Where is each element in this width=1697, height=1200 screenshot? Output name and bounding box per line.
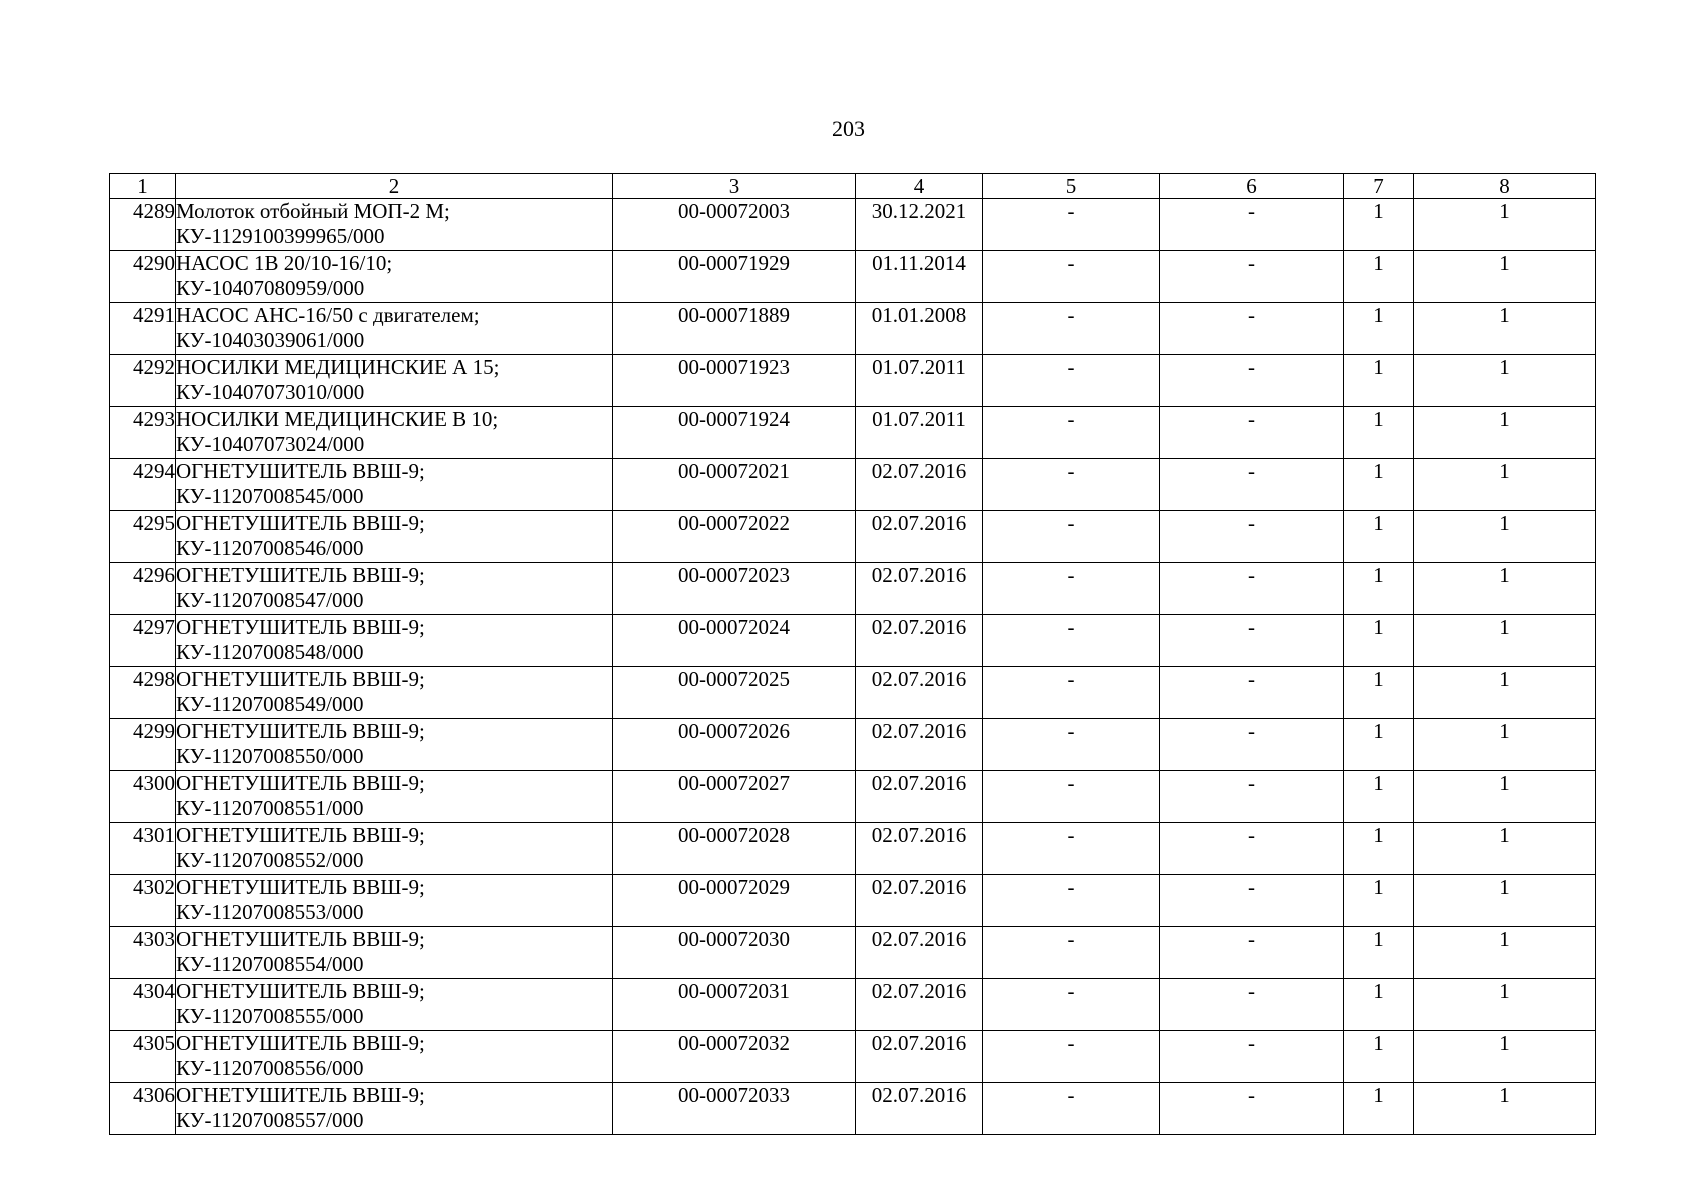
column-6-value: - — [1160, 1031, 1344, 1083]
inventory-number: 00-00072028 — [613, 823, 856, 875]
column-5-value: - — [983, 511, 1160, 563]
column-6-value: - — [1160, 199, 1344, 251]
column-6-value: - — [1160, 407, 1344, 459]
column-8-value: 1 — [1414, 771, 1596, 823]
column-5-value: - — [983, 667, 1160, 719]
column-5-value: - — [983, 1083, 1160, 1135]
item-cell — [176, 979, 613, 1031]
item-cell — [176, 667, 613, 719]
item-cell — [176, 875, 613, 927]
item-cell — [176, 355, 613, 407]
table-row — [110, 979, 1596, 1031]
item-name: НОСИЛКИ МЕДИЦИНСКИЕ А 15; — [176, 355, 500, 379]
column-7-value: 1 — [1344, 875, 1414, 927]
row-number: 4294 — [110, 459, 176, 511]
column-5-value: - — [983, 303, 1160, 355]
row-number: 4303 — [110, 927, 176, 979]
item-name: ОГНЕТУШИТЕЛЬ ВВШ-9; — [176, 823, 425, 847]
date: 01.11.2014 — [856, 251, 983, 303]
column-header: 7 — [1344, 174, 1414, 199]
column-7-value: 1 — [1344, 1083, 1414, 1135]
table-row — [110, 615, 1596, 667]
column-6-value: - — [1160, 823, 1344, 875]
date: 02.07.2016 — [856, 979, 983, 1031]
item-code: КУ-10403039061/000 — [176, 327, 365, 352]
column-8-value: 1 — [1414, 563, 1596, 615]
column-6-value: - — [1160, 875, 1344, 927]
column-8-value: 1 — [1414, 927, 1596, 979]
row-number: 4302 — [110, 875, 176, 927]
item-cell — [176, 927, 613, 979]
item-cell — [176, 303, 613, 355]
item-code: КУ-11207008551/000 — [176, 795, 364, 820]
inventory-number: 00-00072003 — [613, 199, 856, 251]
item-code: КУ-10407080959/000 — [176, 275, 365, 300]
item-code: КУ-11207008552/000 — [176, 847, 364, 872]
date: 02.07.2016 — [856, 511, 983, 563]
table-row — [110, 511, 1596, 563]
inventory-table — [109, 173, 1596, 1135]
item-name: ОГНЕТУШИТЕЛЬ ВВШ-9; — [176, 615, 425, 639]
row-number: 4301 — [110, 823, 176, 875]
item-cell — [176, 1031, 613, 1083]
column-5-value: - — [983, 407, 1160, 459]
inventory-number: 00-00072033 — [613, 1083, 856, 1135]
inventory-number: 00-00071889 — [613, 303, 856, 355]
column-7-value: 1 — [1344, 615, 1414, 667]
column-5-value: - — [983, 355, 1160, 407]
date: 02.07.2016 — [856, 719, 983, 771]
item-cell — [176, 823, 613, 875]
date: 02.07.2016 — [856, 459, 983, 511]
column-7-value: 1 — [1344, 459, 1414, 511]
column-6-value: - — [1160, 355, 1344, 407]
inventory-number: 00-00072022 — [613, 511, 856, 563]
inventory-number: 00-00072026 — [613, 719, 856, 771]
item-code: КУ-11207008553/000 — [176, 899, 364, 924]
column-8-value: 1 — [1414, 615, 1596, 667]
date: 02.07.2016 — [856, 1083, 983, 1135]
column-6-value: - — [1160, 511, 1344, 563]
date: 02.07.2016 — [856, 875, 983, 927]
item-code: КУ-11207008545/000 — [176, 483, 364, 508]
inventory-number: 00-00071924 — [613, 407, 856, 459]
column-5-value: - — [983, 1031, 1160, 1083]
table-row — [110, 199, 1596, 251]
item-code: КУ-11207008549/000 — [176, 691, 364, 716]
date: 02.07.2016 — [856, 615, 983, 667]
item-code: КУ-1129100399965/000 — [176, 223, 385, 248]
item-code: КУ-10407073010/000 — [176, 379, 365, 404]
column-header: 4 — [856, 174, 983, 199]
column-5-value: - — [983, 875, 1160, 927]
date: 01.01.2008 — [856, 303, 983, 355]
column-7-value: 1 — [1344, 719, 1414, 771]
column-8-value: 1 — [1414, 719, 1596, 771]
date: 02.07.2016 — [856, 563, 983, 615]
column-8-value: 1 — [1414, 875, 1596, 927]
column-8-value: 1 — [1414, 511, 1596, 563]
item-cell — [176, 199, 613, 251]
column-8-value: 1 — [1414, 979, 1596, 1031]
column-8-value: 1 — [1414, 823, 1596, 875]
column-header: 6 — [1160, 174, 1344, 199]
table-row — [110, 251, 1596, 303]
item-code: КУ-11207008555/000 — [176, 1003, 364, 1028]
table-row — [110, 355, 1596, 407]
column-6-value: - — [1160, 771, 1344, 823]
item-cell — [176, 719, 613, 771]
item-name: ОГНЕТУШИТЕЛЬ ВВШ-9; — [176, 667, 425, 691]
inventory-number: 00-00072031 — [613, 979, 856, 1031]
column-header: 8 — [1414, 174, 1596, 199]
table-row — [110, 1031, 1596, 1083]
column-6-value: - — [1160, 667, 1344, 719]
column-8-value: 1 — [1414, 355, 1596, 407]
column-5-value: - — [983, 927, 1160, 979]
column-8-value: 1 — [1414, 407, 1596, 459]
row-number: 4290 — [110, 251, 176, 303]
row-number: 4300 — [110, 771, 176, 823]
item-name: ОГНЕТУШИТЕЛЬ ВВШ-9; — [176, 875, 425, 899]
inventory-number: 00-00072027 — [613, 771, 856, 823]
column-8-value: 1 — [1414, 459, 1596, 511]
inventory-number: 00-00071923 — [613, 355, 856, 407]
date: 02.07.2016 — [856, 667, 983, 719]
column-8-value: 1 — [1414, 1031, 1596, 1083]
item-name: ОГНЕТУШИТЕЛЬ ВВШ-9; — [176, 1031, 425, 1055]
column-5-value: - — [983, 459, 1160, 511]
table-row — [110, 771, 1596, 823]
item-code: КУ-11207008547/000 — [176, 587, 364, 612]
table-row — [110, 459, 1596, 511]
row-number: 4293 — [110, 407, 176, 459]
item-cell — [176, 563, 613, 615]
inventory-number: 00-00071929 — [613, 251, 856, 303]
column-5-value: - — [983, 199, 1160, 251]
inventory-number: 00-00072025 — [613, 667, 856, 719]
item-cell — [176, 459, 613, 511]
table-row — [110, 303, 1596, 355]
column-6-value: - — [1160, 615, 1344, 667]
date: 30.12.2021 — [856, 199, 983, 251]
item-name: ОГНЕТУШИТЕЛЬ ВВШ-9; — [176, 927, 425, 951]
row-number: 4304 — [110, 979, 176, 1031]
column-header: 1 — [110, 174, 176, 199]
item-name: ОГНЕТУШИТЕЛЬ ВВШ-9; — [176, 459, 425, 483]
column-6-value: - — [1160, 719, 1344, 771]
table-row — [110, 927, 1596, 979]
item-code: КУ-11207008548/000 — [176, 639, 364, 664]
date: 02.07.2016 — [856, 927, 983, 979]
item-name: ОГНЕТУШИТЕЛЬ ВВШ-9; — [176, 563, 425, 587]
column-7-value: 1 — [1344, 979, 1414, 1031]
row-number: 4305 — [110, 1031, 176, 1083]
column-5-value: - — [983, 563, 1160, 615]
date: 01.07.2011 — [856, 407, 983, 459]
item-cell — [176, 511, 613, 563]
column-5-value: - — [983, 979, 1160, 1031]
column-7-value: 1 — [1344, 355, 1414, 407]
inventory-number: 00-00072030 — [613, 927, 856, 979]
row-number: 4291 — [110, 303, 176, 355]
row-number: 4298 — [110, 667, 176, 719]
item-code: КУ-11207008554/000 — [176, 951, 364, 976]
row-number: 4297 — [110, 615, 176, 667]
column-6-value: - — [1160, 927, 1344, 979]
item-cell — [176, 407, 613, 459]
table-row — [110, 719, 1596, 771]
table-row — [110, 875, 1596, 927]
column-7-value: 1 — [1344, 303, 1414, 355]
item-code: КУ-11207008556/000 — [176, 1055, 364, 1080]
column-header: 5 — [983, 174, 1160, 199]
inventory-number: 00-00072023 — [613, 563, 856, 615]
inventory-number: 00-00072021 — [613, 459, 856, 511]
column-5-value: - — [983, 251, 1160, 303]
column-5-value: - — [983, 615, 1160, 667]
column-7-value: 1 — [1344, 407, 1414, 459]
column-8-value: 1 — [1414, 1083, 1596, 1135]
column-7-value: 1 — [1344, 771, 1414, 823]
row-number: 4292 — [110, 355, 176, 407]
page-number: 203 — [832, 116, 865, 141]
column-6-value: - — [1160, 563, 1344, 615]
column-7-value: 1 — [1344, 511, 1414, 563]
column-6-value: - — [1160, 303, 1344, 355]
item-name: НАСОС 1В 20/10-16/10; — [176, 251, 393, 275]
item-name: НАСОС АНС-16/50 с двигателем; — [176, 303, 480, 327]
column-6-value: - — [1160, 251, 1344, 303]
column-5-value: - — [983, 823, 1160, 875]
item-cell — [176, 771, 613, 823]
item-code: КУ-11207008550/000 — [176, 743, 364, 768]
item-code: КУ-10407073024/000 — [176, 431, 365, 456]
column-8-value: 1 — [1414, 199, 1596, 251]
column-6-value: - — [1160, 979, 1344, 1031]
table-row — [110, 563, 1596, 615]
item-code: КУ-11207008546/000 — [176, 535, 364, 560]
item-name: ОГНЕТУШИТЕЛЬ ВВШ-9; — [176, 771, 425, 795]
column-8-value: 1 — [1414, 667, 1596, 719]
inventory-number: 00-00072024 — [613, 615, 856, 667]
column-7-value: 1 — [1344, 1031, 1414, 1083]
column-6-value: - — [1160, 459, 1344, 511]
item-name: ОГНЕТУШИТЕЛЬ ВВШ-9; — [176, 511, 425, 535]
row-number: 4295 — [110, 511, 176, 563]
row-number: 4296 — [110, 563, 176, 615]
item-code: КУ-11207008557/000 — [176, 1107, 364, 1132]
column-5-value: - — [983, 719, 1160, 771]
column-header: 3 — [613, 174, 856, 199]
table-row — [110, 407, 1596, 459]
item-cell — [176, 615, 613, 667]
table-row — [110, 667, 1596, 719]
item-name: Молоток отбойный МОП-2 М; — [176, 199, 450, 223]
inventory-number: 00-00072032 — [613, 1031, 856, 1083]
inventory-number: 00-00072029 — [613, 875, 856, 927]
column-7-value: 1 — [1344, 823, 1414, 875]
column-5-value: - — [983, 771, 1160, 823]
column-6-value: - — [1160, 1083, 1344, 1135]
item-name: НОСИЛКИ МЕДИЦИНСКИЕ В 10; — [176, 407, 499, 431]
column-7-value: 1 — [1344, 927, 1414, 979]
row-number: 4299 — [110, 719, 176, 771]
column-8-value: 1 — [1414, 303, 1596, 355]
item-name: ОГНЕТУШИТЕЛЬ ВВШ-9; — [176, 719, 425, 743]
item-cell — [176, 1083, 613, 1135]
column-7-value: 1 — [1344, 667, 1414, 719]
table-row — [110, 823, 1596, 875]
item-cell — [176, 251, 613, 303]
header-row — [110, 174, 1596, 199]
date: 02.07.2016 — [856, 1031, 983, 1083]
date: 02.07.2016 — [856, 823, 983, 875]
column-8-value: 1 — [1414, 251, 1596, 303]
column-7-value: 1 — [1344, 563, 1414, 615]
column-7-value: 1 — [1344, 199, 1414, 251]
date: 01.07.2011 — [856, 355, 983, 407]
item-name: ОГНЕТУШИТЕЛЬ ВВШ-9; — [176, 1083, 425, 1107]
row-number: 4306 — [110, 1083, 176, 1135]
row-number: 4289 — [110, 199, 176, 251]
date: 02.07.2016 — [856, 771, 983, 823]
table-row — [110, 1083, 1596, 1135]
column-7-value: 1 — [1344, 251, 1414, 303]
item-name: ОГНЕТУШИТЕЛЬ ВВШ-9; — [176, 979, 425, 1003]
column-header: 2 — [176, 174, 613, 199]
